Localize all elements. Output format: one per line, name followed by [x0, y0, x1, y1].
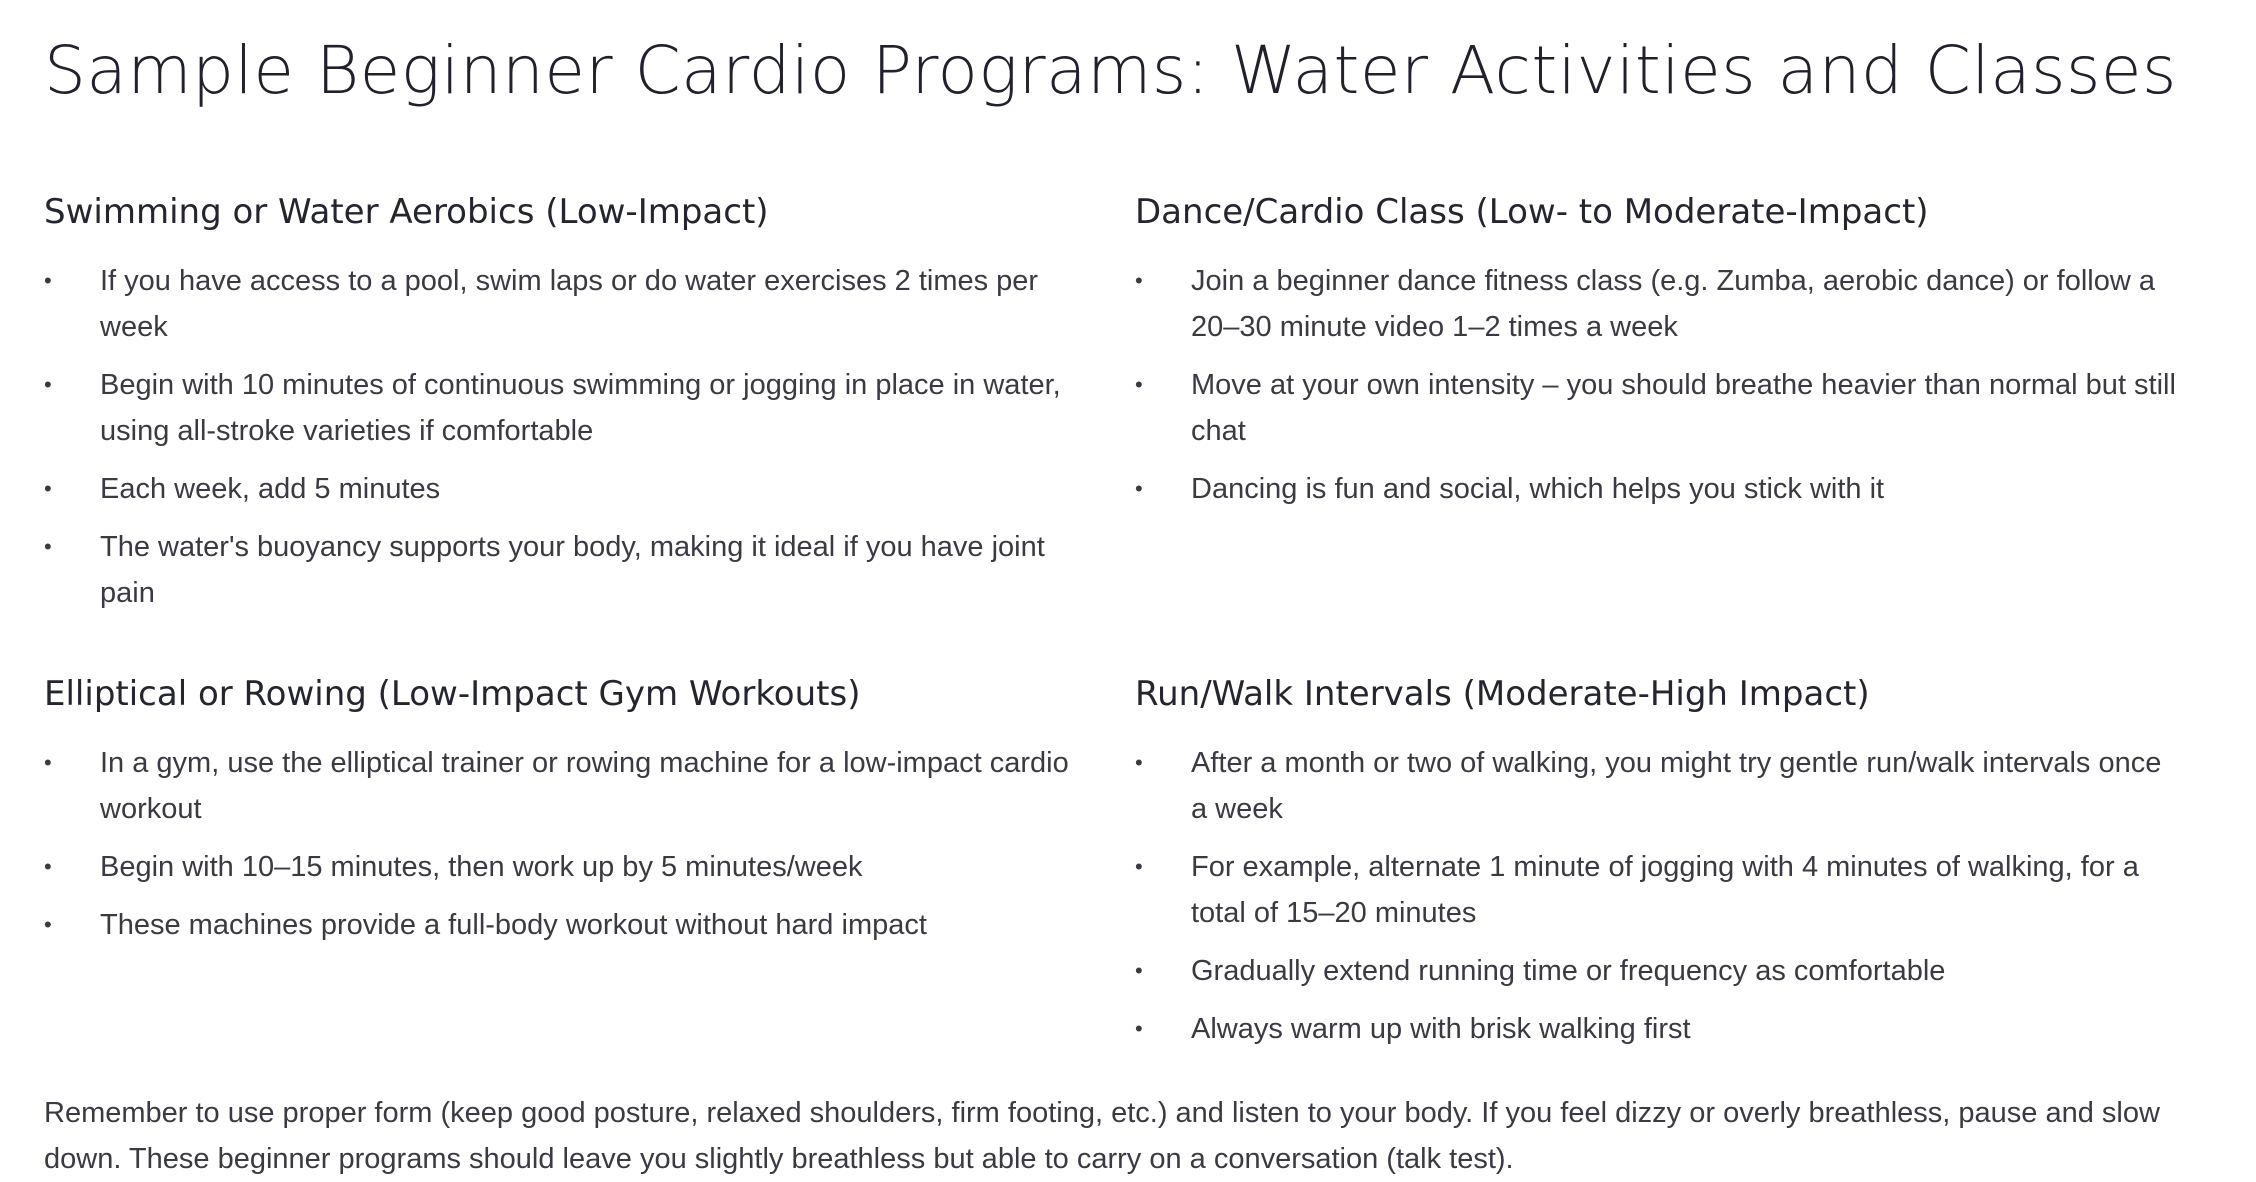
section-heading: Swimming or Water Aerobics (Low-Impact) — [44, 192, 769, 232]
bullet-list — [1135, 258, 2184, 512]
bullet-list — [44, 740, 1095, 948]
bullet-icon: • — [1135, 476, 1143, 501]
section-heading: Run/Walk Intervals (Moderate-High Impact) — [1135, 674, 1870, 714]
section-swimming — [44, 188, 1135, 628]
bullet-icon: • — [1135, 268, 1143, 293]
list-item — [44, 740, 1095, 832]
list-item-text: Move at your own intensity – you should breathe heavier than normal but still chat — [1191, 369, 2176, 447]
list-item-text: For example, alternate 1 minute of jogging with 4 minutes of walking, for a total of 15–20 minutes — [1191, 851, 2139, 929]
list-item — [1135, 740, 2184, 832]
list-item-text: The water's buoyancy supports your body, making it ideal if you have joint pain — [100, 531, 1045, 609]
list-item-text: Gradually extend running time or frequency as comfortable — [1191, 955, 1946, 987]
bullet-icon: • — [44, 912, 52, 937]
list-item — [1135, 1006, 2184, 1052]
bullet-icon: • — [44, 268, 52, 293]
list-item — [1135, 466, 2184, 512]
bullet-list — [1135, 740, 2184, 1052]
list-item — [1135, 362, 2184, 454]
list-item — [44, 362, 1095, 454]
page-title: Sample Beginner Cardio Programs: Water Activities and Classes — [44, 32, 2177, 109]
section-heading: Dance/Cardio Class (Low- to Moderate-Impact) — [1135, 192, 1929, 232]
list-item — [44, 258, 1095, 350]
list-item-text: Each week, add 5 minutes — [100, 473, 441, 505]
bullet-list — [44, 258, 1095, 616]
list-item-text: Begin with 10–15 minutes, then work up by 5 minutes/week — [100, 851, 863, 883]
footer-note: Remember to use proper form (keep good posture, relaxed shoulders, firm footing, etc.) and listen to your body. If you feel dizzy or overly breathless, pause and slow down. These beginner programs should leave you slightly breathless but able to carry on a conversation (talk test). — [44, 1097, 2160, 1175]
bullet-icon: • — [44, 476, 52, 501]
section-elliptical-rowing — [44, 670, 1135, 1064]
list-item-text: In a gym, use the elliptical trainer or rowing machine for a low-impact cardio workout — [100, 747, 1069, 825]
program-grid — [44, 188, 2224, 1064]
bullet-icon: • — [1135, 750, 1143, 775]
list-item-text: After a month or two of walking, you might try gentle run/walk intervals once a week — [1191, 747, 2162, 825]
list-item — [44, 524, 1095, 616]
bullet-icon: • — [44, 854, 52, 879]
section-run-walk — [1135, 670, 2224, 1064]
bullet-icon: • — [1135, 958, 1143, 983]
list-item — [44, 466, 1095, 512]
bullet-icon: • — [1135, 372, 1143, 397]
list-item-text: If you have access to a pool, swim laps or do water exercises 2 times per week — [100, 265, 1039, 343]
list-item-text: Dancing is fun and social, which helps you stick with it — [1191, 473, 1885, 505]
list-item-text: Begin with 10 minutes of continuous swimming or jogging in place in water, using all-stroke varieties if comfortable — [100, 369, 1061, 447]
bullet-icon: • — [44, 372, 52, 397]
list-item — [1135, 258, 2184, 350]
list-item — [1135, 844, 2184, 936]
list-item-text: Always warm up with brisk walking first — [1191, 1013, 1691, 1045]
document-page — [44, 26, 2224, 1182]
list-item-text: Join a beginner dance fitness class (e.g. Zumba, aerobic dance) or follow a 20–30 minute video 1–2 times a week — [1191, 265, 2155, 343]
section-dance-cardio — [1135, 188, 2224, 628]
bullet-icon: • — [1135, 1016, 1143, 1041]
bullet-icon: • — [1135, 854, 1143, 879]
list-item — [44, 902, 1095, 948]
list-item — [1135, 948, 2184, 994]
bullet-icon: • — [44, 534, 52, 559]
list-item — [44, 844, 1095, 890]
list-item-text: These machines provide a full-body workout without hard impact — [100, 909, 927, 941]
bullet-icon: • — [44, 750, 52, 775]
section-heading: Elliptical or Rowing (Low-Impact Gym Workouts) — [44, 674, 861, 714]
